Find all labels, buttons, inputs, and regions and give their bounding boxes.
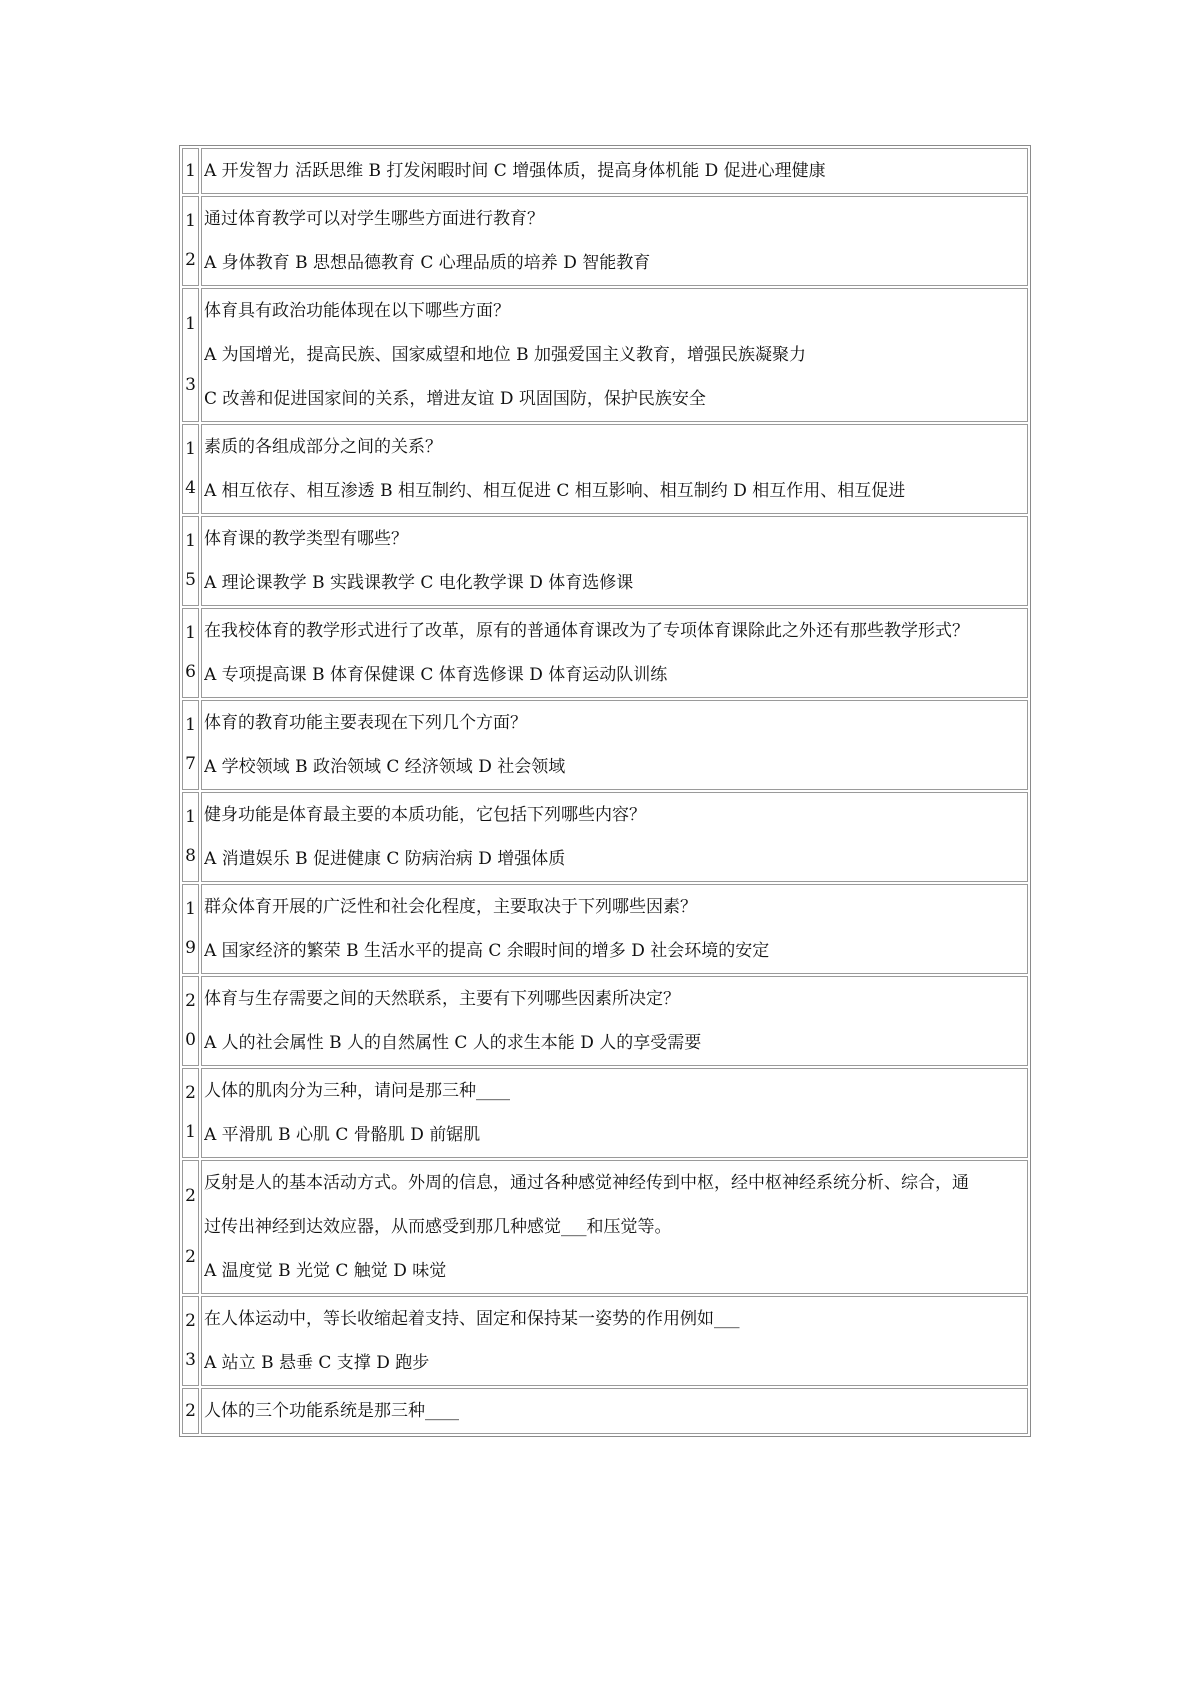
- question-row: [182, 424, 1028, 514]
- question-row: [182, 516, 1028, 606]
- question-content: [201, 1296, 1028, 1386]
- answer-options: A 平滑肌 B 心肌 C 骨骼肌 D 前锯肌: [204, 1125, 481, 1145]
- question-content: [201, 516, 1028, 606]
- answer-options: A 温度觉 B 光觉 C 触觉 D 味觉: [204, 1261, 447, 1281]
- question-number-digit: 2: [185, 1083, 196, 1103]
- question-text: 体育的教育功能主要表现在下列几个方面？: [204, 713, 527, 733]
- question-number-digit: 1: [185, 439, 196, 459]
- question-number-digit: 2: [185, 1311, 196, 1331]
- question-number: [182, 148, 199, 194]
- question-number-digit: 9: [185, 938, 196, 958]
- question-number: [182, 516, 199, 606]
- question-row: [182, 700, 1028, 790]
- question-content: [201, 1068, 1028, 1158]
- question-text: 素质的各组成部分之间的关系？: [204, 437, 442, 457]
- question-number: [182, 424, 199, 514]
- question-content: [201, 884, 1028, 974]
- question-number-digit: 3: [185, 375, 196, 395]
- question-row: [182, 608, 1028, 698]
- question-text: 体育具有政治功能体现在以下哪些方面？: [204, 301, 510, 321]
- question-number: [182, 608, 199, 698]
- question-number-digit: 0: [185, 1030, 196, 1050]
- answer-options: A 专项提高课 B 体育保健课 C 体育选修课 D 体育运动队训练: [204, 665, 668, 685]
- question-row: [182, 792, 1028, 882]
- answer-options: A 消遣娱乐 B 促进健康 C 防病治病 D 增强体质: [204, 849, 566, 869]
- question-row: [182, 884, 1028, 974]
- question-number: [182, 1388, 199, 1434]
- question-content: [201, 196, 1028, 286]
- question-content: [201, 792, 1028, 882]
- question-text: A 开发智力 活跃思维 B 打发闲暇时间 C 增强体质，提高身体机能 D 促进心理健康: [204, 161, 826, 181]
- question-row: [182, 196, 1028, 286]
- answer-options: A 理论课教学 B 实践课教学 C 电化教学课 D 体育选修课: [204, 573, 634, 593]
- answer-options: A 国家经济的繁荣 B 生活水平的提高 C 余暇时间的增多 D 社会环境的安定: [204, 941, 770, 961]
- question-row: [182, 976, 1028, 1066]
- question-text: 体育课的教学类型有哪些？: [204, 529, 408, 549]
- question-row: [182, 1296, 1028, 1386]
- question-row: [182, 148, 1028, 194]
- question-text: 体育与生存需要之间的天然联系，主要有下列哪些因素所决定？: [204, 989, 680, 1009]
- question-content: [201, 700, 1028, 790]
- question-row: [182, 1068, 1028, 1158]
- question-number-digit: 2: [185, 250, 196, 270]
- question-number-digit: 7: [185, 754, 196, 774]
- answer-options: C 改善和促进国家间的关系，增进友谊 D 巩固国防，保护民族安全: [204, 389, 706, 409]
- question-number-digit: 1: [185, 314, 196, 334]
- question-text: 群众体育开展的广泛性和社会化程度，主要取决于下列哪些因素？: [204, 897, 697, 917]
- question-text: 人体的肌肉分为三种，请问是那三种____: [204, 1081, 510, 1101]
- question-text: A 为国增光，提高民族、国家威望和地位 B 加强爱国主义教育，增强民族凝聚力: [204, 345, 806, 365]
- question-text: 过传出神经到达效应器，从而感受到那几种感觉___和压觉等。: [204, 1217, 672, 1237]
- question-number-digit: 1: [185, 899, 196, 919]
- answer-options: A 学校领域 B 政治领域 C 经济领域 D 社会领域: [204, 757, 566, 777]
- question-number-digit: 1: [185, 807, 196, 827]
- quiz-table: [179, 145, 1031, 1437]
- question-number-digit: 1: [185, 1122, 196, 1142]
- question-number-digit: 3: [185, 1350, 196, 1370]
- question-number-digit: 8: [185, 846, 196, 866]
- question-number: [182, 884, 199, 974]
- question-content: [201, 288, 1028, 422]
- question-text: 健身功能是体育最主要的本质功能，它包括下列哪些内容？: [204, 805, 646, 825]
- question-row: [182, 288, 1028, 422]
- question-number-digit: 2: [185, 991, 196, 1011]
- question-number-digit: 2: [185, 1247, 196, 1267]
- question-number-digit: 1: [185, 161, 196, 181]
- question-number-digit: 1: [185, 715, 196, 735]
- question-content: [201, 424, 1028, 514]
- question-number: [182, 976, 199, 1066]
- answer-options: A 站立 B 悬垂 C 支撑 D 跑步: [204, 1353, 430, 1373]
- question-number: [182, 1160, 199, 1294]
- question-number: [182, 700, 199, 790]
- question-row: [182, 1160, 1028, 1294]
- question-number: [182, 288, 199, 422]
- question-text: 在我校体育的教学形式进行了改革，原有的普通体育课改为了专项体育课除此之外还有那些教学形式？: [204, 621, 969, 641]
- answer-options: A 人的社会属性 B 人的自然属性 C 人的求生本能 D 人的享受需要: [204, 1033, 702, 1053]
- question-content: [201, 148, 1028, 194]
- quiz-sheet: [179, 145, 1031, 1437]
- question-number: [182, 1068, 199, 1158]
- question-content: [201, 1388, 1028, 1434]
- question-number-digit: 1: [185, 531, 196, 551]
- question-number-digit: 1: [185, 623, 196, 643]
- question-row: [182, 1388, 1028, 1434]
- question-number-digit: 1: [185, 211, 196, 231]
- question-number: [182, 196, 199, 286]
- answer-options: A 身体教育 B 思想品德教育 C 心理品质的培养 D 智能教育: [204, 253, 651, 273]
- answer-options: A 相互依存、相互渗透 B 相互制约、相互促进 C 相互影响、相互制约 D 相互作用、相互促进: [204, 481, 906, 501]
- question-number-digit: 6: [185, 662, 196, 682]
- question-number-digit: 5: [185, 570, 196, 590]
- question-number-digit: 2: [185, 1186, 196, 1206]
- question-text: 通过体育教学可以对学生哪些方面进行教育？: [204, 209, 544, 229]
- question-number: [182, 792, 199, 882]
- question-text: 反射是人的基本活动方式。外周的信息，通过各种感觉神经传到中枢，经中枢神经系统分析、综合，通: [204, 1173, 969, 1193]
- question-content: [201, 976, 1028, 1066]
- question-text: 在人体运动中，等长收缩起着支持、固定和保持某一姿势的作用例如___: [204, 1309, 740, 1329]
- quiz-table-body: [182, 148, 1028, 1434]
- question-number-digit: 2: [185, 1401, 196, 1421]
- question-content: [201, 608, 1028, 698]
- question-content: [201, 1160, 1028, 1294]
- question-number-digit: 4: [185, 478, 196, 498]
- question-number: [182, 1296, 199, 1386]
- question-text: 人体的三个功能系统是那三种____: [204, 1401, 459, 1421]
